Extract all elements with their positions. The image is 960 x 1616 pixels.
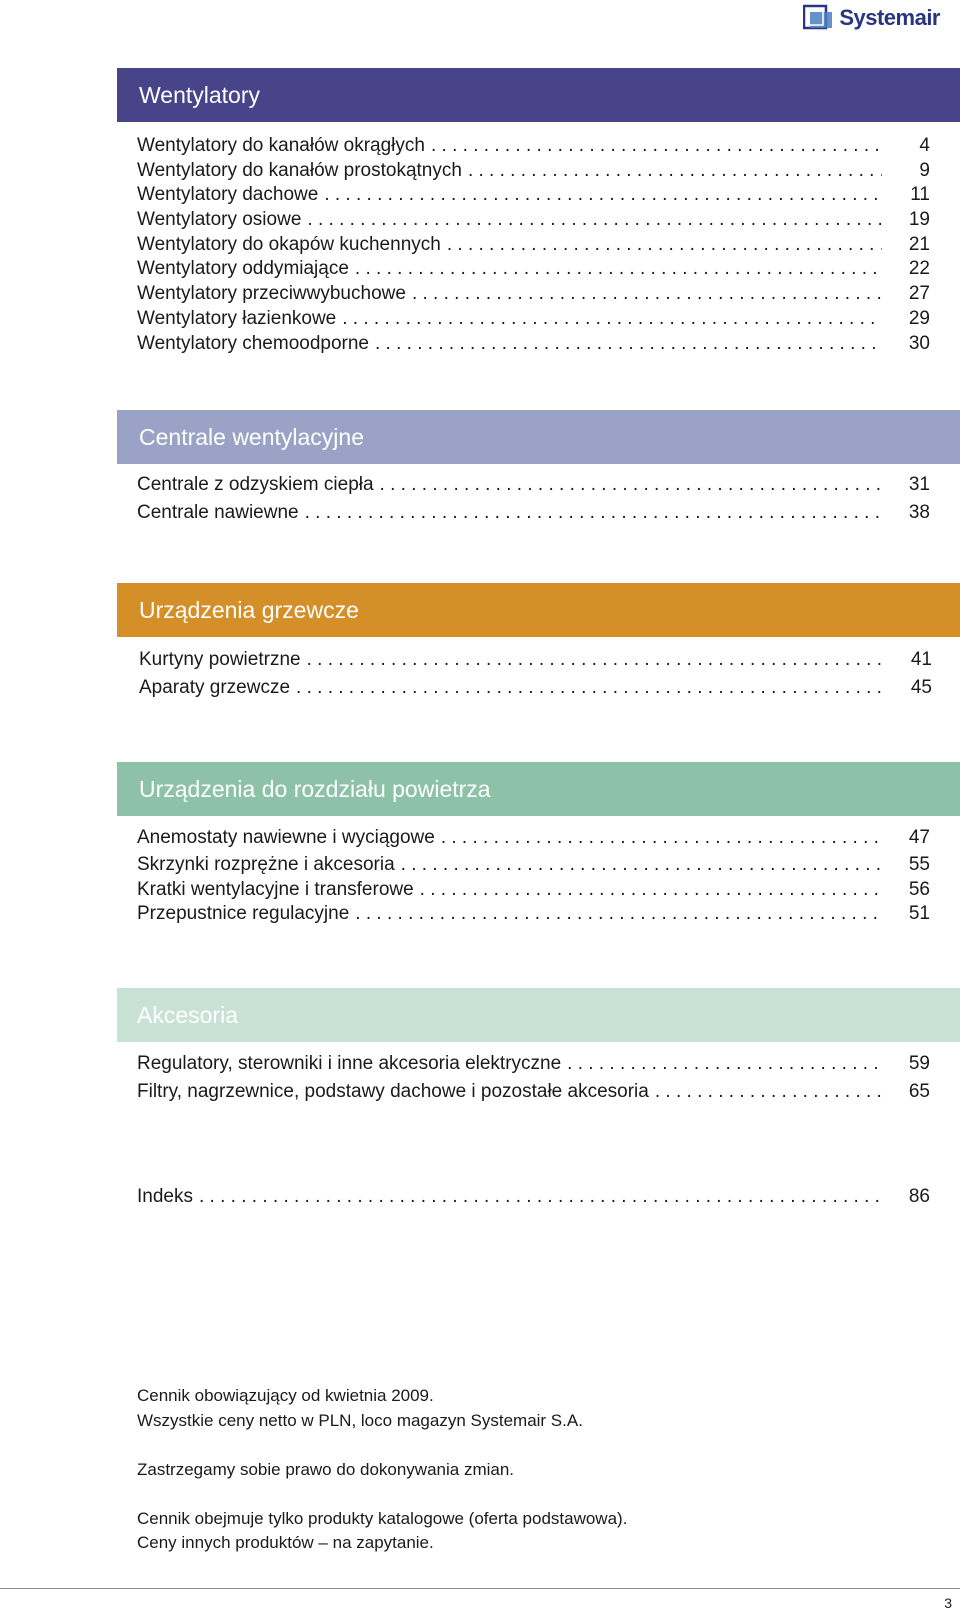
toc-entry[interactable] — [139, 674, 936, 702]
toc-entry-page: 51 — [908, 903, 930, 925]
toc-entry-page: 45 — [910, 677, 932, 698]
note-line: Ceny innych produktów – na zapytanie. — [137, 1533, 434, 1552]
footer-divider — [0, 1588, 960, 1589]
toc-entry-page: 31 — [908, 474, 930, 495]
dot-leader — [420, 878, 882, 903]
toc-entry[interactable] — [137, 307, 934, 332]
toc-list-centrale — [137, 471, 934, 527]
dot-leader — [199, 1183, 882, 1211]
toc-entry-label: Wentylatory chemoodporne — [137, 332, 369, 354]
toc-entry-label: Wentylatory łazienkowe — [137, 307, 337, 329]
toc-list-akcesoria — [137, 1050, 934, 1106]
dot-leader — [431, 134, 882, 159]
dot-leader — [342, 307, 882, 332]
dot-leader — [447, 233, 882, 258]
dot-leader — [441, 823, 882, 853]
toc-entry-label: Anemostaty nawiewne i wyciągowe — [137, 827, 435, 848]
toc-entry-label: Wentylatory dachowe — [137, 184, 319, 206]
toc-list-wentylatory — [137, 134, 934, 356]
toc-entry[interactable] — [137, 823, 934, 853]
dot-leader — [355, 257, 882, 282]
toc-entry[interactable] — [137, 1078, 934, 1106]
toc-list-rozdzial — [137, 823, 934, 927]
toc-entry[interactable] — [137, 499, 934, 527]
toc-entry[interactable] — [137, 332, 934, 357]
toc-entry-label: Skrzynki rozprężne i akcesoria — [137, 854, 395, 875]
toc-entry[interactable] — [137, 1183, 934, 1211]
toc-list-grzewcze — [139, 646, 936, 702]
toc-entry[interactable] — [137, 1050, 934, 1078]
toc-entry-page: 30 — [908, 332, 930, 354]
toc-entry-label: Regulatory, sterowniki i inne akcesoria elektryczne — [137, 1053, 562, 1074]
toc-entry[interactable] — [137, 471, 934, 499]
note-line: Zastrzegamy sobie prawo do dokonywania zmian. — [137, 1459, 515, 1479]
brand-name: Systemair — [839, 5, 940, 30]
toc-entry-page: 55 — [908, 854, 930, 875]
dot-leader — [355, 902, 882, 927]
toc-entry[interactable] — [137, 233, 934, 258]
toc-entry-page: 19 — [908, 209, 930, 231]
dot-leader — [296, 674, 884, 702]
price-list-notes — [137, 1384, 627, 1556]
section-header-akcesoria: Akcesoria — [117, 988, 960, 1042]
note-line: Cennik obejmuje tylko produkty katalogowe (oferta podstawowa). — [137, 1508, 628, 1528]
page-number: 3 — [944, 1595, 952, 1611]
toc-entry[interactable] — [139, 646, 936, 674]
toc-entry-label: Filtry, nagrzewnice, podstawy dachowe i pozostałe akcesoria — [137, 1081, 649, 1102]
toc-entry[interactable] — [137, 257, 934, 282]
toc-entry-label: Kratki wentylacyjne i transferowe — [137, 878, 414, 900]
toc-entry-label: Wentylatory osiowe — [137, 209, 302, 231]
toc-entry-label: Wentylatory przeciwwybuchowe — [137, 283, 406, 305]
toc-entry-page: 22 — [908, 258, 930, 280]
toc-entry[interactable] — [137, 902, 934, 927]
toc-entry-label: Centrale nawiewne — [137, 502, 299, 523]
toc-entry-page: 11 — [910, 184, 930, 206]
toc-entry-label: Centrale z odzyskiem ciepła — [137, 474, 374, 495]
dot-leader — [468, 159, 882, 184]
section-header-rozdzial: Urządzenia do rozdziału powietrza — [117, 762, 960, 816]
dot-leader — [324, 183, 882, 208]
dot-leader — [401, 853, 882, 878]
toc-entry[interactable] — [137, 878, 934, 903]
toc-entry-label: Indeks — [137, 1186, 193, 1207]
toc-entry-page: 4 — [919, 135, 930, 156]
systemair-logo-icon — [803, 4, 835, 32]
note-line: Wszystkie ceny netto w PLN, loco magazyn Systemair S.A. — [137, 1410, 583, 1430]
toc-entry[interactable] — [137, 853, 934, 878]
toc-entry[interactable] — [137, 183, 934, 208]
toc-entry[interactable] — [137, 208, 934, 233]
toc-entry-page: 27 — [908, 283, 930, 305]
dot-leader — [307, 208, 882, 233]
dot-leader — [655, 1078, 882, 1106]
toc-entry-label: Wentylatory do kanałów okrągłych — [137, 135, 425, 156]
dot-leader — [307, 646, 884, 674]
section-header-grzewcze: Urządzenia grzewcze — [117, 583, 960, 637]
toc-entry-page: 86 — [908, 1186, 930, 1207]
toc-entry-label: Przepustnice regulacyjne — [137, 903, 350, 925]
toc-entry-label: Wentylatory oddymiające — [137, 258, 349, 280]
toc-entry-page: 29 — [908, 307, 930, 329]
section-header-wentylatory: Wentylatory — [117, 68, 960, 122]
dot-leader — [380, 471, 882, 499]
toc-entry[interactable] — [137, 134, 934, 159]
toc-entry-label: Kurtyny powietrzne — [139, 649, 301, 670]
toc-entry[interactable] — [137, 282, 934, 307]
toc-entry-page: 9 — [919, 159, 930, 181]
toc-list-indeks — [137, 1183, 934, 1211]
toc-entry-label: Wentylatory do okapów kuchennych — [137, 233, 441, 255]
toc-entry-page: 65 — [908, 1081, 930, 1102]
dot-leader — [305, 499, 882, 527]
dot-leader — [567, 1050, 882, 1078]
dot-leader — [375, 332, 882, 357]
toc-entry-page: 41 — [910, 649, 932, 670]
toc-entry-page: 38 — [908, 502, 930, 523]
toc-entry-label: Aparaty grzewcze — [139, 677, 291, 698]
toc-entry-page: 59 — [908, 1053, 930, 1074]
systemair-logo — [803, 0, 940, 36]
toc-entry-page: 21 — [908, 233, 930, 255]
section-header-centrale: Centrale wentylacyjne — [117, 410, 960, 464]
toc-entry-label: Wentylatory do kanałów prostokątnych — [137, 159, 462, 181]
toc-entry-page: 47 — [908, 827, 930, 848]
note-line: Cennik obowiązujący od kwietnia 2009. — [137, 1386, 434, 1405]
dot-leader — [412, 282, 882, 307]
toc-entry-page: 56 — [908, 878, 930, 900]
toc-entry[interactable] — [137, 159, 934, 184]
